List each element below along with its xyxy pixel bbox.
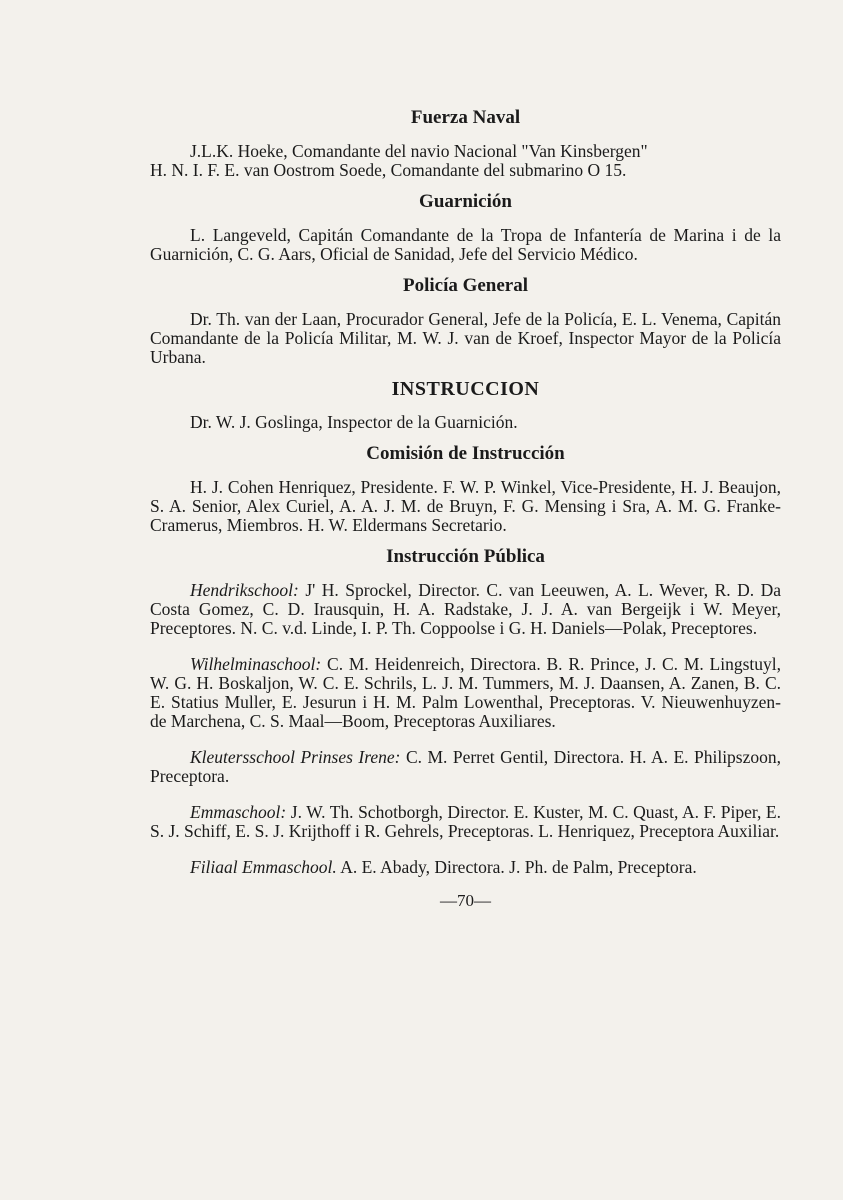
school-entry-filiaal-emmaschool (150, 858, 781, 877)
school-entry-wilhelminaschool (150, 655, 781, 731)
school-name: Kleutersschool Prinses Irene: (190, 747, 401, 767)
school-name: Wilhelminaschool: (190, 654, 322, 674)
heading-instruccion-publica: Instrucción Pública (386, 546, 545, 567)
page-number: —70— (440, 891, 491, 910)
school-name: Filiaal Emmaschool. (190, 857, 337, 877)
instruccion-text: Dr. W. J. Goslinga, Inspector de la Guarnición. (190, 412, 518, 432)
school-entry-kleutersschool (150, 748, 781, 786)
policia-text: Dr. Th. van der Laan, Procurador General, Jefe de la Policía, E. L. Venema, Capitán Comandante de la Policía Militar, M. W. J. van de Kroef, Inspector Mayor de la Policía Urbana. (150, 309, 781, 367)
fuerza-naval-entry (150, 142, 781, 180)
fuerza-naval-line-2: H. N. I. F. E. van Oostrom Soede, Comandante del submarino O 15. (150, 160, 627, 180)
heading-guarnicion: Guarnición (419, 191, 512, 212)
heading-instruccion: INSTRUCCION (391, 378, 540, 400)
guarnicion-text: L. Langeveld, Capitán Comandante de la Tropa de Infantería de Marina i de la Guarnición, C. G. Aars, Oficial de Sanidad, Jefe del Servicio Médico. (150, 225, 781, 264)
fuerza-naval-line-1: J.L.K. Hoeke, Comandante del navio Nacional "Van Kinsbergen" (190, 141, 648, 161)
school-staff: C. M. Heidenreich, Directora. B. R. Prince, J. C. M. Lingstuyl, W. G. H. Boskaljon, W. C. E. Schrils, L. J. M. Tummers, M. J. Daansen, A. Zanen, B. C. E. Statius Muller, E. Jesurun i H. M. Palm Lowenthal, Preceptoras. V. Nieuwenhuyzen- de Marchena, C. S. Maal—Boom, Preceptoras Auxiliares. (150, 654, 782, 731)
school-name: Hendrikschool: (190, 580, 299, 600)
school-staff: A. E. Abady, Directora. J. Ph. de Palm, Preceptora. (340, 857, 697, 877)
school-entry-hendrikschool (150, 581, 781, 638)
school-name: Emmaschool: (190, 802, 287, 822)
school-entry-emmaschool (150, 803, 781, 841)
school-staff: C. M. Perret Gentil, Directora. H. A. E. Philipszoon, Preceptora. (150, 747, 782, 786)
heading-fuerza-naval: Fuerza Naval (410, 107, 521, 128)
comision-text: H. J. Cohen Henriquez, Presidente. F. W. P. Winkel, Vice-Presidente, H. J. Beaujon, S. A. Senior, Alex Curiel, A. A. J. M. de Bruyn, F. G. Mensing i Sra, A. M. G. Franke-Cramerus, Miembros. H. W. Eldermans Secretario. (150, 477, 781, 535)
heading-policia-general: Policía General (402, 275, 529, 296)
heading-comision-instruccion: Comisión de Instrucción (366, 443, 565, 464)
school-staff: J' H. Sprockel, Director. C. van Leeuwen, A. L. Wever, R. D. Da Costa Gomez, C. D. Irausquin, H. A. Radstake, J. J. A. van Bergeijk i W. Meyer, Preceptores. N. C. v.d. Linde, I. P. Th. Coppoolse i G. H. Daniels—Polak, Preceptores. (150, 580, 781, 638)
school-staff: J. W. Th. Schotborgh, Director. E. Kuster, M. C. Quast, A. F. Piper, E. S. J. Schiff, E. S. J. Krijthoff i R. Gehrels, Preceptoras. L. Henriquez, Preceptora Auxiliar. (150, 802, 781, 841)
